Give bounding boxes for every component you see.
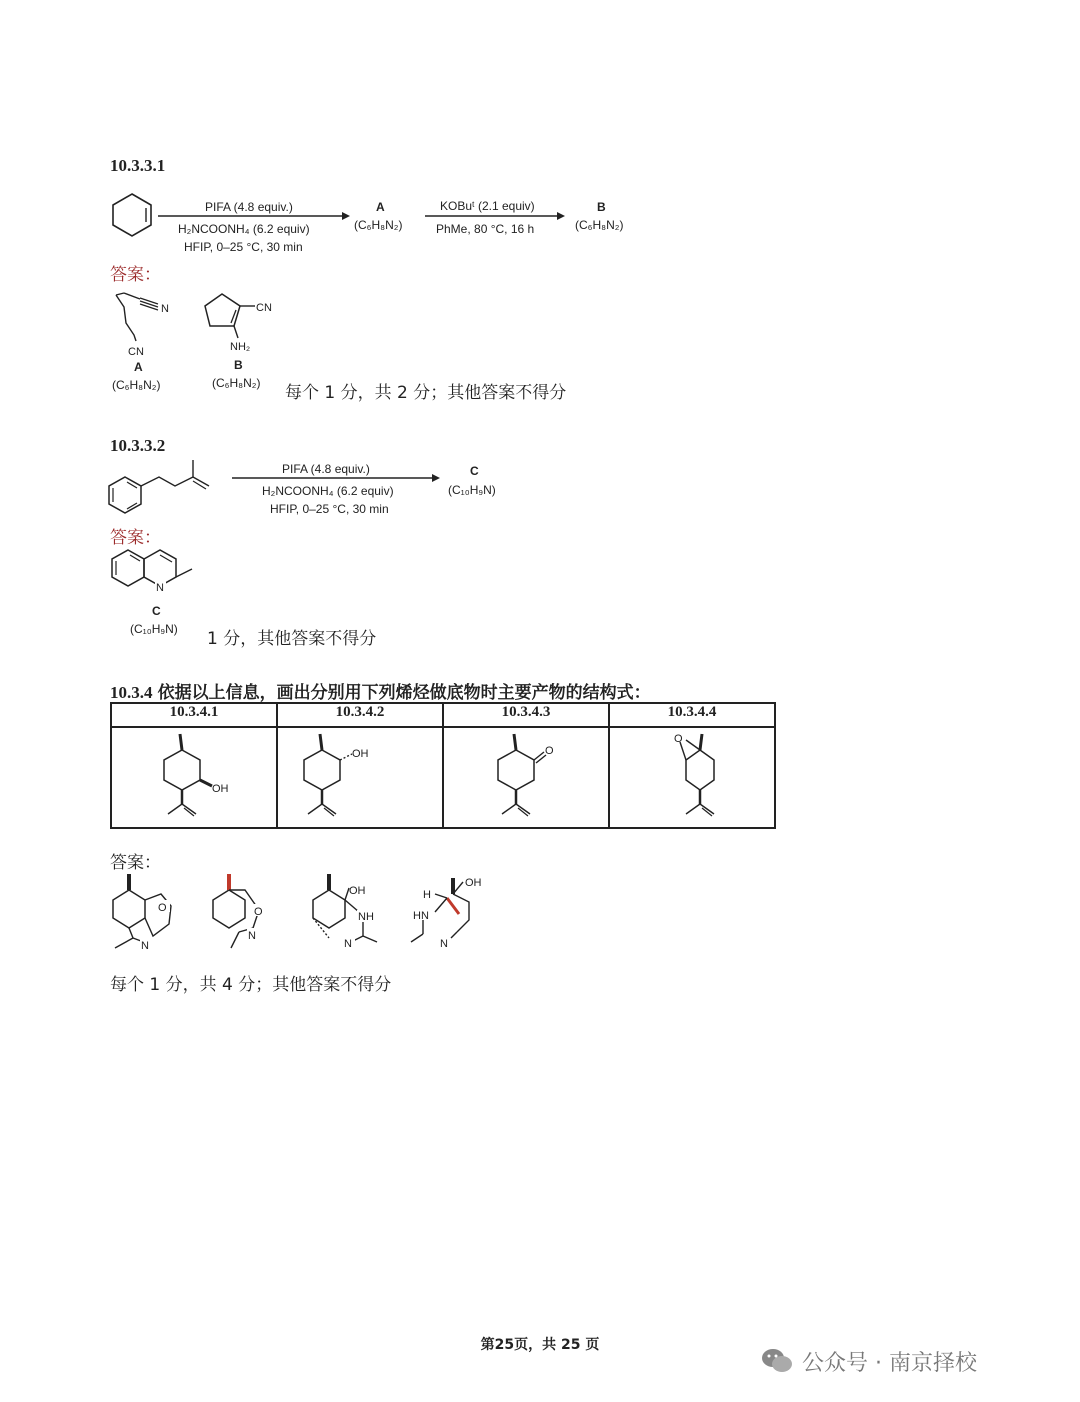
answer-1034-1-structure bbox=[105, 872, 185, 972]
answer-4-hydrogen: H bbox=[423, 889, 431, 901]
product-b-label: B bbox=[597, 200, 606, 214]
answer-1034-3-structure bbox=[305, 872, 395, 972]
table-header-3: 10.3.4.3 bbox=[443, 703, 609, 727]
arrow1-condition-1: H₂NCOONH₄ (6.2 equiv) bbox=[178, 222, 310, 236]
answer-3-nitrogen: N bbox=[344, 938, 352, 950]
answer-4-nitrogen: N bbox=[440, 938, 448, 950]
reaction-arrow-3 bbox=[232, 473, 440, 483]
substrate-4-epoxide-o: O bbox=[674, 733, 683, 745]
cyclohexene-structure bbox=[105, 190, 160, 240]
section-instruction-1034: 依据以上信息，画出分别用下列烯烃做底物时主要产物的结构式： bbox=[157, 683, 651, 703]
substrate-3-oxygen: O bbox=[545, 745, 554, 757]
answer-4-hydroxyl: OH bbox=[465, 877, 482, 889]
product-b-formula: (C₆H₈N₂) bbox=[575, 218, 624, 232]
reaction-arrow-1 bbox=[158, 211, 350, 221]
answer-1034-4-structure bbox=[405, 872, 505, 972]
answer-c-label: C bbox=[152, 604, 161, 618]
table-cell-substrate-4 bbox=[609, 727, 775, 828]
substrate-phenylbutene-structure bbox=[105, 455, 215, 520]
table-cell-substrate-2 bbox=[277, 727, 443, 828]
table-cell-substrate-3 bbox=[443, 727, 609, 828]
answer-a-nitrile-n: N bbox=[161, 303, 169, 315]
section-heading-10331: 10.3.3.1 bbox=[110, 156, 166, 175]
score-10332: 1 分，其他答案不得分 bbox=[207, 629, 377, 649]
substrate-3-structure bbox=[444, 728, 608, 823]
answer-a-formula: (C₆H₈N₂) bbox=[112, 378, 161, 392]
arrow1-condition-2: HFIP, 0–25 °C, 30 min bbox=[184, 240, 303, 254]
answer-b-formula: (C₆H₈N₂) bbox=[212, 376, 261, 390]
answer-a-nitrile-cn: CN bbox=[128, 346, 144, 358]
page-number: 第25页，共 25 页 bbox=[480, 1337, 600, 1353]
answer-3-hydroxyl: OH bbox=[349, 885, 366, 897]
answer-3-nh: NH bbox=[358, 911, 374, 923]
answer-1034-2-structure bbox=[205, 872, 285, 972]
answer-2-nitrogen: N bbox=[248, 930, 256, 942]
answer-a-structure bbox=[108, 285, 178, 360]
reaction-arrow-2 bbox=[425, 211, 565, 221]
answer-c-formula: (C₁₀H₉N) bbox=[130, 622, 178, 636]
answer-1-oxygen: O bbox=[158, 902, 167, 914]
answer-label-10331: 答案： bbox=[110, 265, 161, 285]
product-a-formula: (C₆H₈N₂) bbox=[354, 218, 403, 232]
answer-a-label: A bbox=[134, 360, 143, 374]
section-number-1034: 10.3.4 bbox=[110, 683, 153, 702]
arrow2-reagent: KOBuᵗ (2.1 equiv) bbox=[440, 199, 535, 213]
score-10331: 每个 1 分，共 2 分；其他答案不得分 bbox=[285, 383, 567, 403]
substrate-4-structure bbox=[610, 728, 774, 823]
score-1034: 每个 1 分，共 4 分；其他答案不得分 bbox=[110, 975, 392, 995]
product-c-label: C bbox=[470, 464, 479, 478]
answer-1-nitrogen: N bbox=[141, 940, 149, 952]
product-a-label: A bbox=[376, 200, 385, 214]
arrow3-condition-2: HFIP, 0–25 °C, 30 min bbox=[270, 502, 389, 516]
answer-label-10332: 答案： bbox=[110, 528, 161, 548]
table-header-2: 10.3.4.2 bbox=[277, 703, 443, 727]
section-heading-10332: 10.3.3.2 bbox=[110, 436, 166, 455]
substrate-1-oh: OH bbox=[212, 783, 229, 795]
watermark-text: 公众号 · 南京择校 bbox=[802, 1350, 977, 1376]
table-header-1: 10.3.4.1 bbox=[111, 703, 277, 727]
arrow1-reagent: PIFA (4.8 equiv.) bbox=[205, 200, 293, 214]
substrate-2-oh: OH bbox=[352, 748, 369, 760]
answer-c-nitrogen: N bbox=[156, 582, 164, 594]
section-heading-1034 bbox=[110, 678, 651, 703]
answer-4-hn: HN bbox=[413, 910, 429, 922]
product-c-formula: (C₁₀H₉N) bbox=[448, 483, 496, 497]
arrow3-condition-1: H₂NCOONH₄ (6.2 equiv) bbox=[262, 484, 394, 498]
arrow3-reagent: PIFA (4.8 equiv.) bbox=[282, 462, 370, 476]
answer-b-structure bbox=[200, 288, 280, 358]
arrow2-condition: PhMe, 80 °C, 16 h bbox=[436, 222, 535, 236]
substrate-2-structure bbox=[278, 728, 442, 823]
answer-c-quinaldine-structure bbox=[108, 545, 208, 600]
answer-2-oxygen: O bbox=[254, 906, 263, 918]
answer-b-cn: CN bbox=[256, 302, 272, 314]
substrate-1-structure bbox=[112, 728, 276, 823]
table-cell-substrate-1 bbox=[111, 727, 277, 828]
wechat-icon bbox=[760, 1347, 794, 1375]
answer-label-1034: 答案： bbox=[110, 853, 161, 873]
answer-b-nh2: NH₂ bbox=[230, 341, 251, 353]
watermark bbox=[760, 1345, 1050, 1377]
substrate-table bbox=[110, 702, 776, 829]
answer-b-label: B bbox=[234, 358, 243, 372]
table-header-4: 10.3.4.4 bbox=[609, 703, 775, 727]
